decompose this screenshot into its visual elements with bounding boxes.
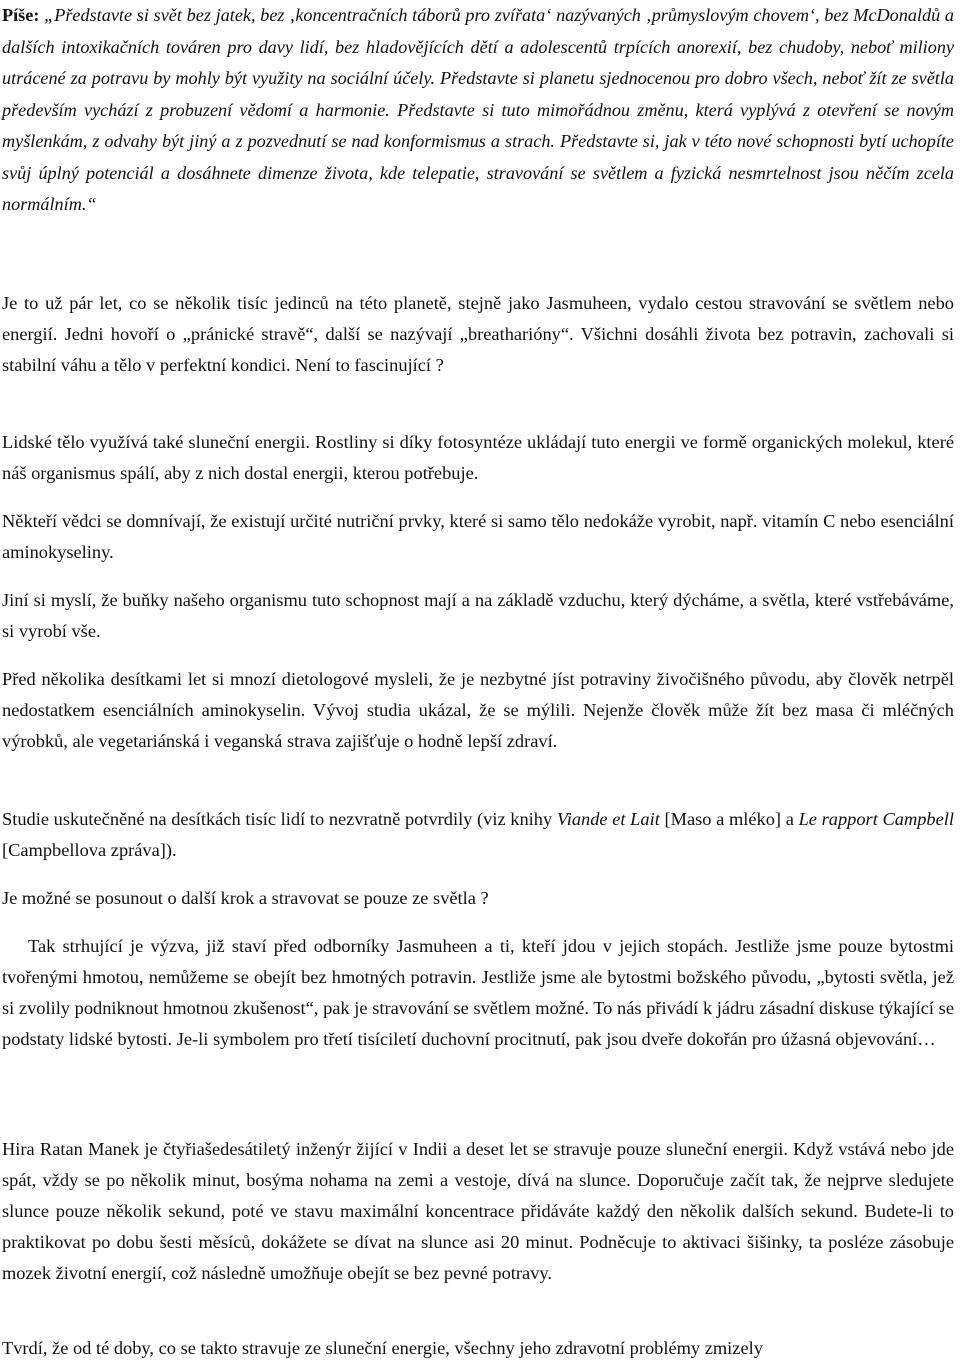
paragraph-dietologists: Před několika desítkami let si mnozí dietologové mysleli, že je nezbytné jíst potraviny živočišného původu, aby člověk netrpěl nedostatkem esenciálních aminokyselin. Vývoj studia ukázal, že se mýlili. Nejenže člověk může žít bez masa či mléčných výrobků, ale vegetariánská i veganská strava zajišťuje o hodně lepší zdraví.	[2, 669, 954, 751]
studies-text-start: Studie uskutečněné na desítkách tisíc lidí to nezvratně potvrdily (viz knihy	[2, 809, 557, 829]
paragraph-jasmuheen: Je to už pár let, co se několik tisíc jedinců na této planetě, stejně jako Jasmuheen, vydalo cestou stravování se světlem nebo energií. Jedni hovoří o „pránické stravě“, další se nazývají „breatharióny“. Všichni dosáhli života bez potravin, zachovali si stabilní váhu a tělo v perfektní kondici. Není to fascinující ?	[2, 293, 954, 375]
paragraph-solar-energy: Lidské tělo využívá také sluneční energii. Rostliny si díky fotosyntéze ukládají tuto energii ve formě organických molekul, které náš organismus spálí, aby z nich dostal energii, kterou potřebuje.	[2, 432, 954, 483]
intro-quote	[2, 0, 954, 221]
intro-text: „Představte si svět bez jatek, bez ‚koncentračních táborů pro zvířata‘ nazývaných ‚průmyslovým chovem‘, bez McDonaldů a dalších intoxikačních továren pro davy lidí, bez hladovějících dětí a adolescentů trpících anorexií, bez chudoby, neboť miliony utrácené za potravu by mohly být využity na sociální účely. Představte si planetu sjednocenou pro dobro všech, neboť žít ze světla především vychází z probuzení vědomí a harmonie. Představte si tuto mimořádnou změnu, která vyplývá z otevření se novým myšlenkám, z odvahy být jiný a z pozvednutí se nad konformismus a strach. Představte si, jak v této nové schopnosti bytí uchopíte svůj úplný potenciál a dosáhnete dimenze života, kde telepatie, stravování se světlem a fyzická nesmrtelnost jsou něčím zcela normálním.“	[2, 5, 955, 214]
paragraph-hira-ratan-manek: Hira Ratan Manek je čtyřiašedesátiletý inženýr žijící v Indii a deset let se stravuje pouze sluneční energii. Když vstává nebo jde spát, vždy se po několik minut, bosýma nohama na zemi a vestoje, dívá na slunce. Doporučuje začít tak, že nejprve sledujete slunce pouze několik sekund, poté ve stavu maximální koncentrace přidáváte každý den několik dalších sekund. Budete-li to praktikovat po dobu šesti měsíců, dokážete se dívat na slunce asi 20 minut. Podněcuje to aktivaci šišinky, ta posléze zásobuje mozek životní energií, což následně umožňuje obejít se bez pevné potravy.	[2, 1139, 954, 1283]
paragraph-challenge: Tak strhující je výzva, již staví před odborníky Jasmuheen a ti, kteří jdou v jejich stopách. Jestliže jsme pouze bytostmi tvořenými hmotou, nemůžeme se obejít bez hmotných potravin. Jestliže jsme ale bytostmi božského původu, „bytosti světla, jež si zvolily podniknout hmotnou zkušenost“, pak je stravování se světlem možné. To nás přivádí k jádru zásadní diskuse týkající se podstaty lidské bytosti. Je-li symbolem pro třetí tisíciletí duchovní procitnutí, pak jsou dveře dokořán pro úžasná objevování…	[2, 936, 954, 1049]
studies-text-end: [Campbellova zpráva]).	[2, 840, 177, 860]
paragraph-nutrients: Někteří vědci se domnívají, že existují určité nutriční prvky, které si samo tělo nedokáže vyrobit, např. vitamín C nebo esenciální aminokyseliny.	[2, 511, 954, 562]
intro-label: Píše:	[2, 5, 40, 25]
paragraph-question: Je možné se posunout o další krok a stravovat se pouze ze světla ?	[2, 888, 489, 908]
book-title-viande-et-lait: Viande et Lait	[556, 809, 660, 829]
studies-text-middle: [Maso a mléko] a	[659, 809, 799, 829]
book-title-rapport-campbell: Le rapport Campbell	[798, 809, 954, 829]
paragraph-health: Tvrdí, že od té doby, co se takto stravuje ze sluneční energie, všechny jeho zdravotní problémy zmizely	[2, 1338, 763, 1358]
paragraph-cells: Jiní si myslí, že buňky našeho organismu tuto schopnost mají a na základě vzduchu, který dýcháme, a světla, které vstřebáváme, si vyrobí vše.	[2, 590, 954, 641]
paragraph-studies	[2, 804, 954, 866]
